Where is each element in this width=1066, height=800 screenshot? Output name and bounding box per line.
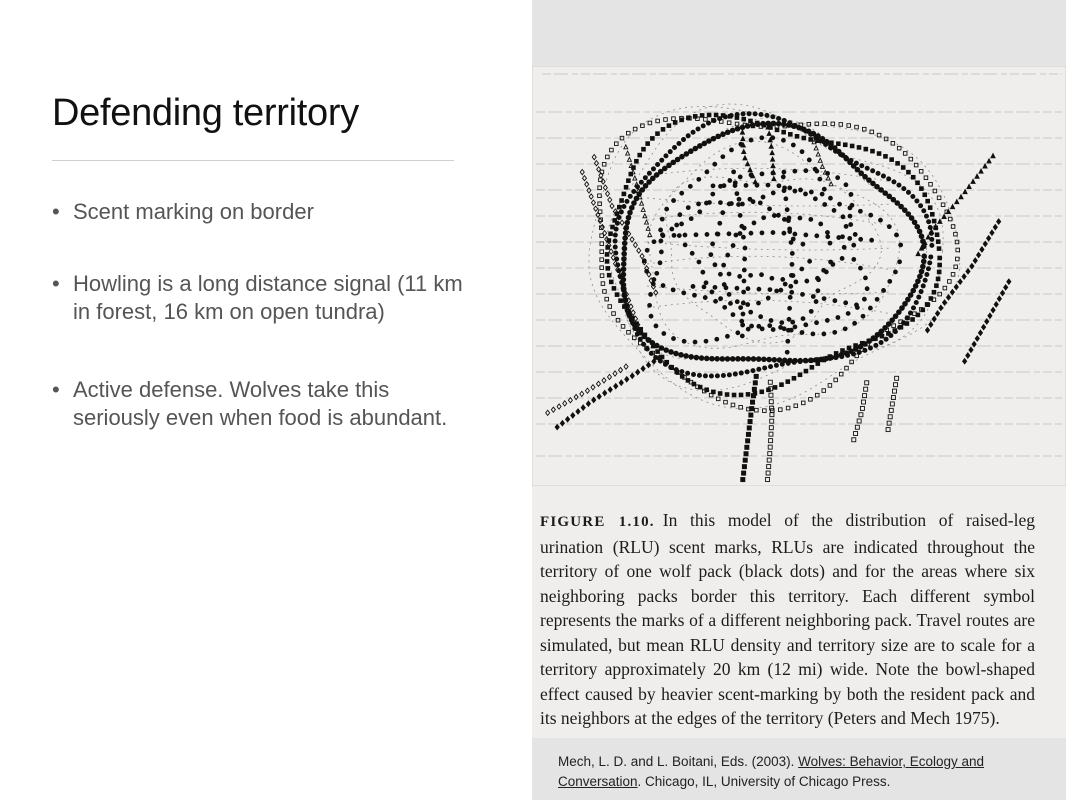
figure-label: FIGURE 1.10. — [540, 514, 655, 530]
slide-title: Defending territory — [52, 92, 359, 134]
territory-map-figure — [532, 66, 1066, 486]
bullet-item: • Active defense. Wolves take this seriously even when food is abundant. — [52, 376, 472, 432]
title-divider — [52, 160, 454, 161]
bullet-item: • Howling is a long distance signal (11 km in forest, 16 km on open tundra) — [52, 270, 472, 326]
figure-caption — [540, 508, 1035, 731]
citation-publisher: . Chicago, IL, University of Chicago Press. — [637, 774, 891, 789]
figure-caption-text: In this model of the distribution of raised-leg urination (RLU) scent marks, RLUs are indicated throughout the territory of one wolf pack (black dots) and for the areas where six neighboring packs border this territory. Each different symbol represents the marks of a different neighboring pack. Travel routes are simulated, but mean RLU density and territory size are to scale for a territory approximately 20 km (12 mi) wide. Note the bowl-shaped effect caused by heavier scent-marking by both the resident pack and its neighbors at the edges of the territory (Peters and Mech 1975). — [540, 510, 1035, 728]
figure-panel — [532, 0, 1066, 800]
scanned-book-page — [532, 66, 1066, 738]
citation-title-link[interactable]: Wolves: Behavior, Ecology and Conversation — [558, 754, 984, 789]
bullet-list — [52, 198, 472, 476]
bullet-item: • Scent marking on border — [52, 198, 472, 226]
citation — [558, 752, 1048, 792]
citation-authors: Mech, L. D. and L. Boitani, Eds. (2003). — [558, 754, 799, 769]
